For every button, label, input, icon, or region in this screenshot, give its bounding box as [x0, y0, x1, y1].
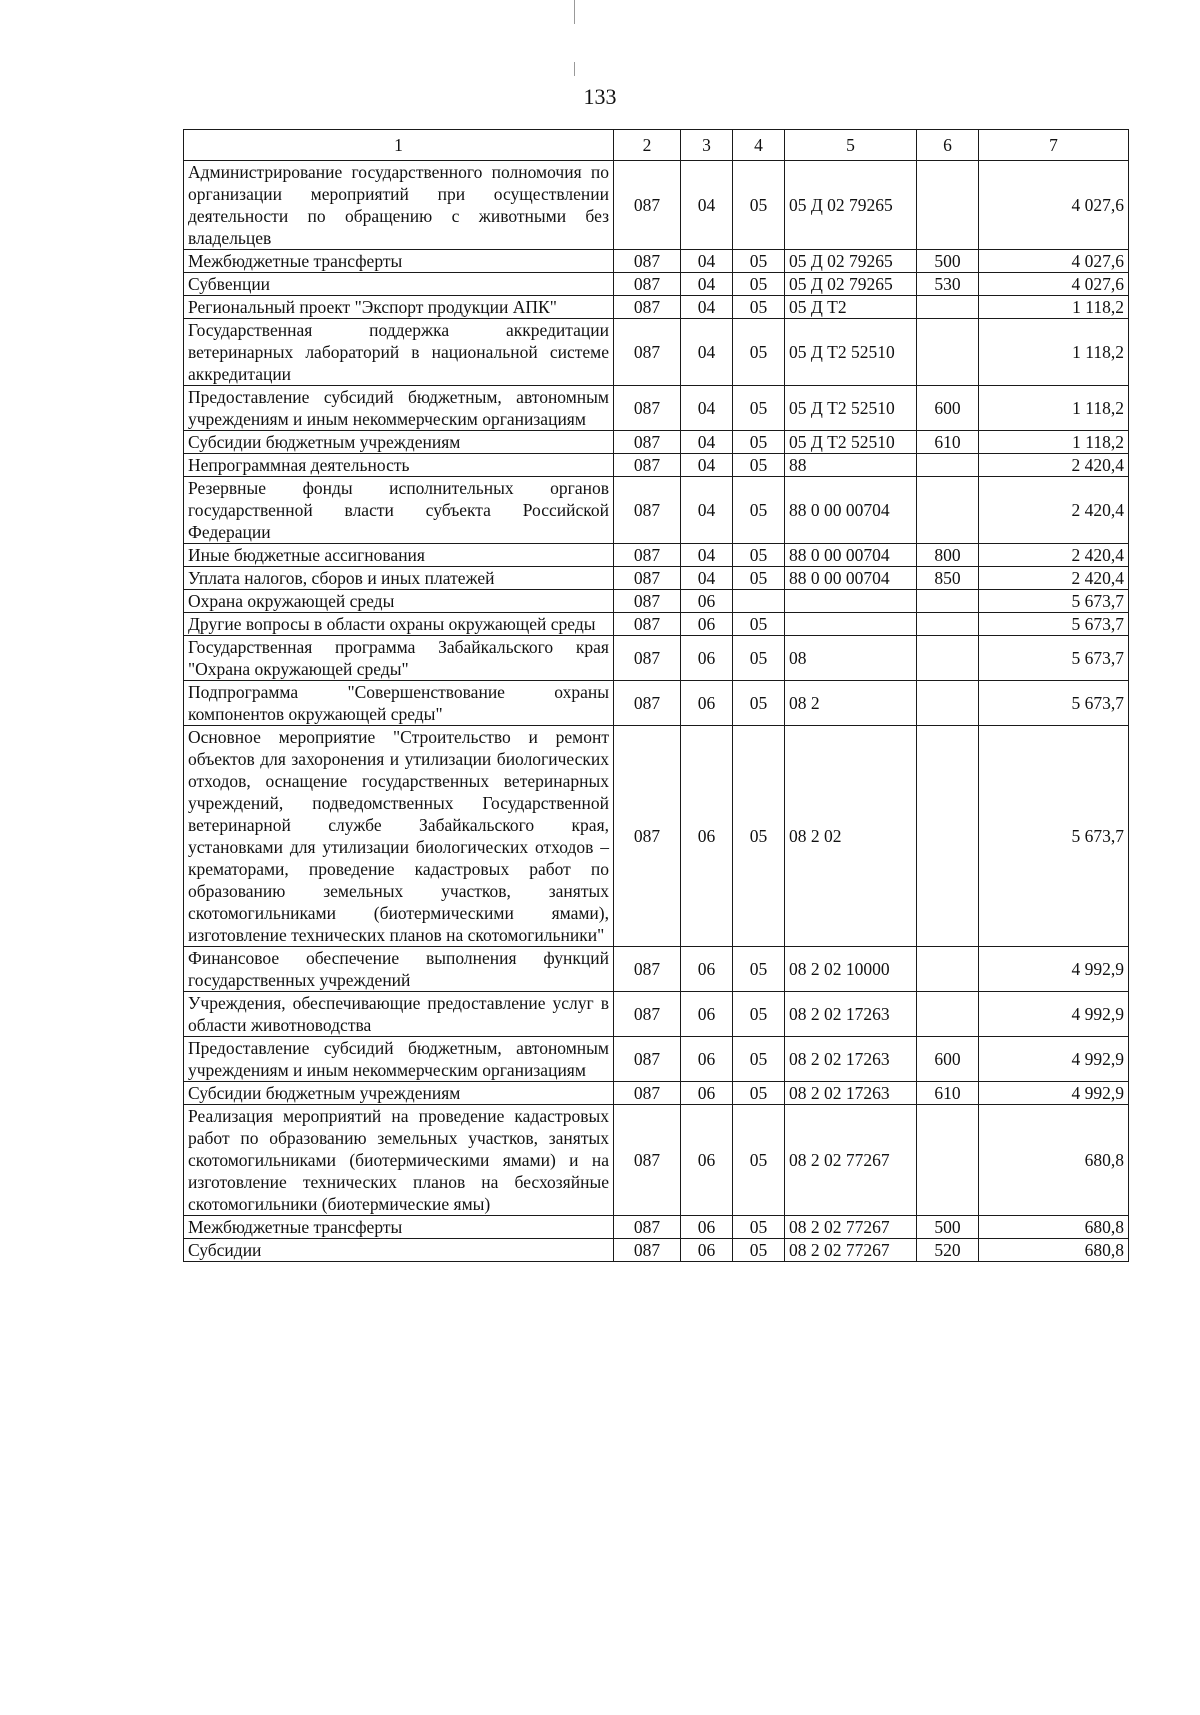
row-name-cell: Финансовое обеспечение выполнения функций государственных учреждений	[184, 947, 614, 992]
table-row	[184, 431, 1129, 454]
section-cell: 06	[681, 1037, 733, 1082]
row-name-cell: Иные бюджетные ассигнования	[184, 544, 614, 567]
subsection-cell: 05	[733, 161, 785, 250]
subsection-cell: 05	[733, 1105, 785, 1216]
subsection-cell: 05	[733, 454, 785, 477]
ministry-code-cell: 087	[614, 296, 681, 319]
row-name-cell: Субвенции	[184, 273, 614, 296]
amount-cell: 680,8	[979, 1105, 1129, 1216]
amount-cell: 5 673,7	[979, 613, 1129, 636]
target-article-cell: 08 2 02 77267	[785, 1216, 917, 1239]
target-article-cell: 05 Д Т2 52510	[785, 319, 917, 386]
table-row	[184, 1216, 1129, 1239]
subsection-cell: 05	[733, 296, 785, 319]
table-row	[184, 1037, 1129, 1082]
subsection-cell: 05	[733, 544, 785, 567]
subsection-cell: 05	[733, 1037, 785, 1082]
target-article-cell: 08 2 02 17263	[785, 992, 917, 1037]
row-name-cell: Предоставление субсидий бюджетным, автономным учреждениям и иным некоммерческим организациям	[184, 1037, 614, 1082]
ministry-code-cell: 087	[614, 319, 681, 386]
row-name-cell: Субсидии бюджетным учреждениям	[184, 431, 614, 454]
target-article-cell: 05 Д 02 79265	[785, 161, 917, 250]
target-article-cell: 08 2 02 77267	[785, 1105, 917, 1216]
subsection-cell: 05	[733, 477, 785, 544]
expense-type-cell	[917, 296, 979, 319]
column-header: 5	[785, 130, 917, 161]
section-cell: 06	[681, 681, 733, 726]
column-header: 2	[614, 130, 681, 161]
scan-artifact	[574, 0, 575, 24]
subsection-cell: 05	[733, 567, 785, 590]
row-name-cell: Администрирование государственного полномочия по организации мероприятий при осуществлении деятельности по обращению с животными без владельцев	[184, 161, 614, 250]
expense-type-cell: 800	[917, 544, 979, 567]
target-article-cell: 08	[785, 636, 917, 681]
section-cell: 04	[681, 250, 733, 273]
row-name-cell: Региональный проект "Экспорт продукции АПК"	[184, 296, 614, 319]
table-row	[184, 296, 1129, 319]
subsection-cell: 05	[733, 681, 785, 726]
table-row	[184, 947, 1129, 992]
row-name-cell: Другие вопросы в области охраны окружающей среды	[184, 613, 614, 636]
amount-cell: 4 992,9	[979, 947, 1129, 992]
target-article-cell: 88 0 00 00704	[785, 544, 917, 567]
table-header-row	[184, 130, 1129, 161]
budget-table	[183, 129, 1129, 1262]
expense-type-cell: 850	[917, 567, 979, 590]
ministry-code-cell: 087	[614, 161, 681, 250]
row-name-cell: Предоставление субсидий бюджетным, автономным учреждениям и иным некоммерческим организациям	[184, 386, 614, 431]
expense-type-cell: 610	[917, 1082, 979, 1105]
row-name-cell: Подпрограмма "Совершенствование охраны компонентов окружающей среды"	[184, 681, 614, 726]
ministry-code-cell: 087	[614, 992, 681, 1037]
subsection-cell: 05	[733, 636, 785, 681]
expense-type-cell	[917, 947, 979, 992]
section-cell: 04	[681, 454, 733, 477]
target-article-cell: 08 2 02 10000	[785, 947, 917, 992]
ministry-code-cell: 087	[614, 1216, 681, 1239]
section-cell: 04	[681, 296, 733, 319]
amount-cell: 5 673,7	[979, 636, 1129, 681]
subsection-cell: 05	[733, 1216, 785, 1239]
section-cell: 06	[681, 947, 733, 992]
table-row	[184, 567, 1129, 590]
section-cell: 04	[681, 431, 733, 454]
ministry-code-cell: 087	[614, 681, 681, 726]
expense-type-cell	[917, 1105, 979, 1216]
expense-type-cell	[917, 477, 979, 544]
page-number: 133	[583, 84, 617, 109]
section-cell: 06	[681, 992, 733, 1037]
table-row	[184, 992, 1129, 1037]
table-body	[184, 161, 1129, 1262]
section-cell: 04	[681, 161, 733, 250]
expense-type-cell: 500	[917, 1216, 979, 1239]
expense-type-cell	[917, 319, 979, 386]
ministry-code-cell: 087	[614, 947, 681, 992]
section-cell: 06	[681, 613, 733, 636]
target-article-cell: 08 2 02 17263	[785, 1082, 917, 1105]
column-header: 1	[184, 130, 614, 161]
ministry-code-cell: 087	[614, 1082, 681, 1105]
subsection-cell: 05	[733, 947, 785, 992]
target-article-cell: 08 2 02 17263	[785, 1037, 917, 1082]
subsection-cell	[733, 590, 785, 613]
expense-type-cell	[917, 992, 979, 1037]
ministry-code-cell: 087	[614, 431, 681, 454]
ministry-code-cell: 087	[614, 590, 681, 613]
section-cell: 06	[681, 1082, 733, 1105]
target-article-cell: 08 2	[785, 681, 917, 726]
target-article-cell: 88	[785, 454, 917, 477]
expense-type-cell	[917, 590, 979, 613]
expense-type-cell: 500	[917, 250, 979, 273]
ministry-code-cell: 087	[614, 613, 681, 636]
section-cell: 06	[681, 636, 733, 681]
row-name-cell: Государственная программа Забайкальского края "Охрана окружающей среды"	[184, 636, 614, 681]
row-name-cell: Основное мероприятие "Строительство и ремонт объектов для захоронения и утилизации биологических отходов, оснащение государственных ветеринарных учреждений, подведомственных Государственной ветеринарной службе Забайкальского края, установками для утилизации биологических отходов – крематорами, проведение кадастровых работ по образованию земельных участков, занятых скотомогильниками (биотермическими ямами), изготовление технических планов на скотомогильники"	[184, 726, 614, 947]
ministry-code-cell: 087	[614, 636, 681, 681]
amount-cell: 2 420,4	[979, 544, 1129, 567]
subsection-cell: 05	[733, 319, 785, 386]
subsection-cell: 05	[733, 273, 785, 296]
expense-type-cell: 610	[917, 431, 979, 454]
scan-artifact	[574, 62, 575, 76]
target-article-cell: 05 Д Т2 52510	[785, 386, 917, 431]
target-article-cell: 05 Д 02 79265	[785, 250, 917, 273]
ministry-code-cell: 087	[614, 1105, 681, 1216]
ministry-code-cell: 087	[614, 386, 681, 431]
row-name-cell: Резервные фонды исполнительных органов государственной власти субъекта Российской Федерации	[184, 477, 614, 544]
row-name-cell: Межбюджетные трансферты	[184, 1216, 614, 1239]
table-row	[184, 681, 1129, 726]
ministry-code-cell: 087	[614, 250, 681, 273]
row-name-cell: Непрограммная деятельность	[184, 454, 614, 477]
table-row	[184, 454, 1129, 477]
column-header: 4	[733, 130, 785, 161]
ministry-code-cell: 087	[614, 273, 681, 296]
section-cell: 04	[681, 544, 733, 567]
amount-cell: 5 673,7	[979, 681, 1129, 726]
table-row	[184, 1239, 1129, 1262]
target-article-cell	[785, 613, 917, 636]
table-row	[184, 590, 1129, 613]
section-cell: 04	[681, 319, 733, 386]
amount-cell: 1 118,2	[979, 319, 1129, 386]
amount-cell: 4 992,9	[979, 1082, 1129, 1105]
subsection-cell: 05	[733, 1239, 785, 1262]
row-name-cell: Субсидии бюджетным учреждениям	[184, 1082, 614, 1105]
column-header: 3	[681, 130, 733, 161]
amount-cell: 1 118,2	[979, 296, 1129, 319]
table-row	[184, 161, 1129, 250]
section-cell: 06	[681, 726, 733, 947]
expense-type-cell: 600	[917, 1037, 979, 1082]
table-row	[184, 386, 1129, 431]
section-cell: 04	[681, 273, 733, 296]
amount-cell: 2 420,4	[979, 567, 1129, 590]
row-name-cell: Государственная поддержка аккредитации ветеринарных лабораторий в национальной системе аккредитации	[184, 319, 614, 386]
table-row	[184, 319, 1129, 386]
ministry-code-cell: 087	[614, 567, 681, 590]
ministry-code-cell: 087	[614, 1037, 681, 1082]
table-row	[184, 273, 1129, 296]
subsection-cell: 05	[733, 613, 785, 636]
table-row	[184, 250, 1129, 273]
target-article-cell: 05 Д Т2	[785, 296, 917, 319]
amount-cell: 1 118,2	[979, 386, 1129, 431]
expense-type-cell	[917, 454, 979, 477]
amount-cell: 2 420,4	[979, 477, 1129, 544]
column-header: 7	[979, 130, 1129, 161]
expense-type-cell	[917, 681, 979, 726]
target-article-cell: 05 Д Т2 52510	[785, 431, 917, 454]
target-article-cell: 08 2 02	[785, 726, 917, 947]
ministry-code-cell: 087	[614, 726, 681, 947]
section-cell: 04	[681, 567, 733, 590]
table-row	[184, 726, 1129, 947]
amount-cell: 2 420,4	[979, 454, 1129, 477]
amount-cell: 680,8	[979, 1216, 1129, 1239]
section-cell: 06	[681, 1239, 733, 1262]
target-article-cell: 08 2 02 77267	[785, 1239, 917, 1262]
section-cell: 06	[681, 1105, 733, 1216]
row-name-cell: Межбюджетные трансферты	[184, 250, 614, 273]
amount-cell: 5 673,7	[979, 726, 1129, 947]
target-article-cell: 05 Д 02 79265	[785, 273, 917, 296]
section-cell: 04	[681, 477, 733, 544]
ministry-code-cell: 087	[614, 454, 681, 477]
amount-cell: 4 027,6	[979, 250, 1129, 273]
expense-type-cell	[917, 613, 979, 636]
subsection-cell: 05	[733, 992, 785, 1037]
table-row	[184, 477, 1129, 544]
subsection-cell: 05	[733, 431, 785, 454]
section-cell: 06	[681, 1216, 733, 1239]
amount-cell: 680,8	[979, 1239, 1129, 1262]
ministry-code-cell: 087	[614, 477, 681, 544]
expense-type-cell: 520	[917, 1239, 979, 1262]
row-name-cell: Субсидии	[184, 1239, 614, 1262]
row-name-cell: Реализация мероприятий на проведение кадастровых работ по образованию земельных участков, занятых скотомогильниками (биотермическими ямами) и на изготовление технических планов на бесхозяйные скотомогильники (биотермические ямы)	[184, 1105, 614, 1216]
expense-type-cell	[917, 726, 979, 947]
expense-type-cell: 530	[917, 273, 979, 296]
amount-cell: 5 673,7	[979, 590, 1129, 613]
expense-type-cell	[917, 636, 979, 681]
target-article-cell: 88 0 00 00704	[785, 567, 917, 590]
subsection-cell: 05	[733, 386, 785, 431]
table-row	[184, 1105, 1129, 1216]
subsection-cell: 05	[733, 250, 785, 273]
expense-type-cell	[917, 161, 979, 250]
target-article-cell: 88 0 00 00704	[785, 477, 917, 544]
table-row	[184, 544, 1129, 567]
table-row	[184, 1082, 1129, 1105]
table-row	[184, 613, 1129, 636]
row-name-cell: Охрана окружающей среды	[184, 590, 614, 613]
subsection-cell: 05	[733, 1082, 785, 1105]
amount-cell: 1 118,2	[979, 431, 1129, 454]
row-name-cell: Учреждения, обеспечивающие предоставление услуг в области животноводства	[184, 992, 614, 1037]
ministry-code-cell: 087	[614, 544, 681, 567]
expense-type-cell: 600	[917, 386, 979, 431]
amount-cell: 4 992,9	[979, 1037, 1129, 1082]
amount-cell: 4 027,6	[979, 273, 1129, 296]
section-cell: 06	[681, 590, 733, 613]
ministry-code-cell: 087	[614, 1239, 681, 1262]
row-name-cell: Уплата налогов, сборов и иных платежей	[184, 567, 614, 590]
target-article-cell	[785, 590, 917, 613]
column-header: 6	[917, 130, 979, 161]
subsection-cell: 05	[733, 726, 785, 947]
section-cell: 04	[681, 386, 733, 431]
amount-cell: 4 027,6	[979, 161, 1129, 250]
table-row	[184, 636, 1129, 681]
amount-cell: 4 992,9	[979, 992, 1129, 1037]
